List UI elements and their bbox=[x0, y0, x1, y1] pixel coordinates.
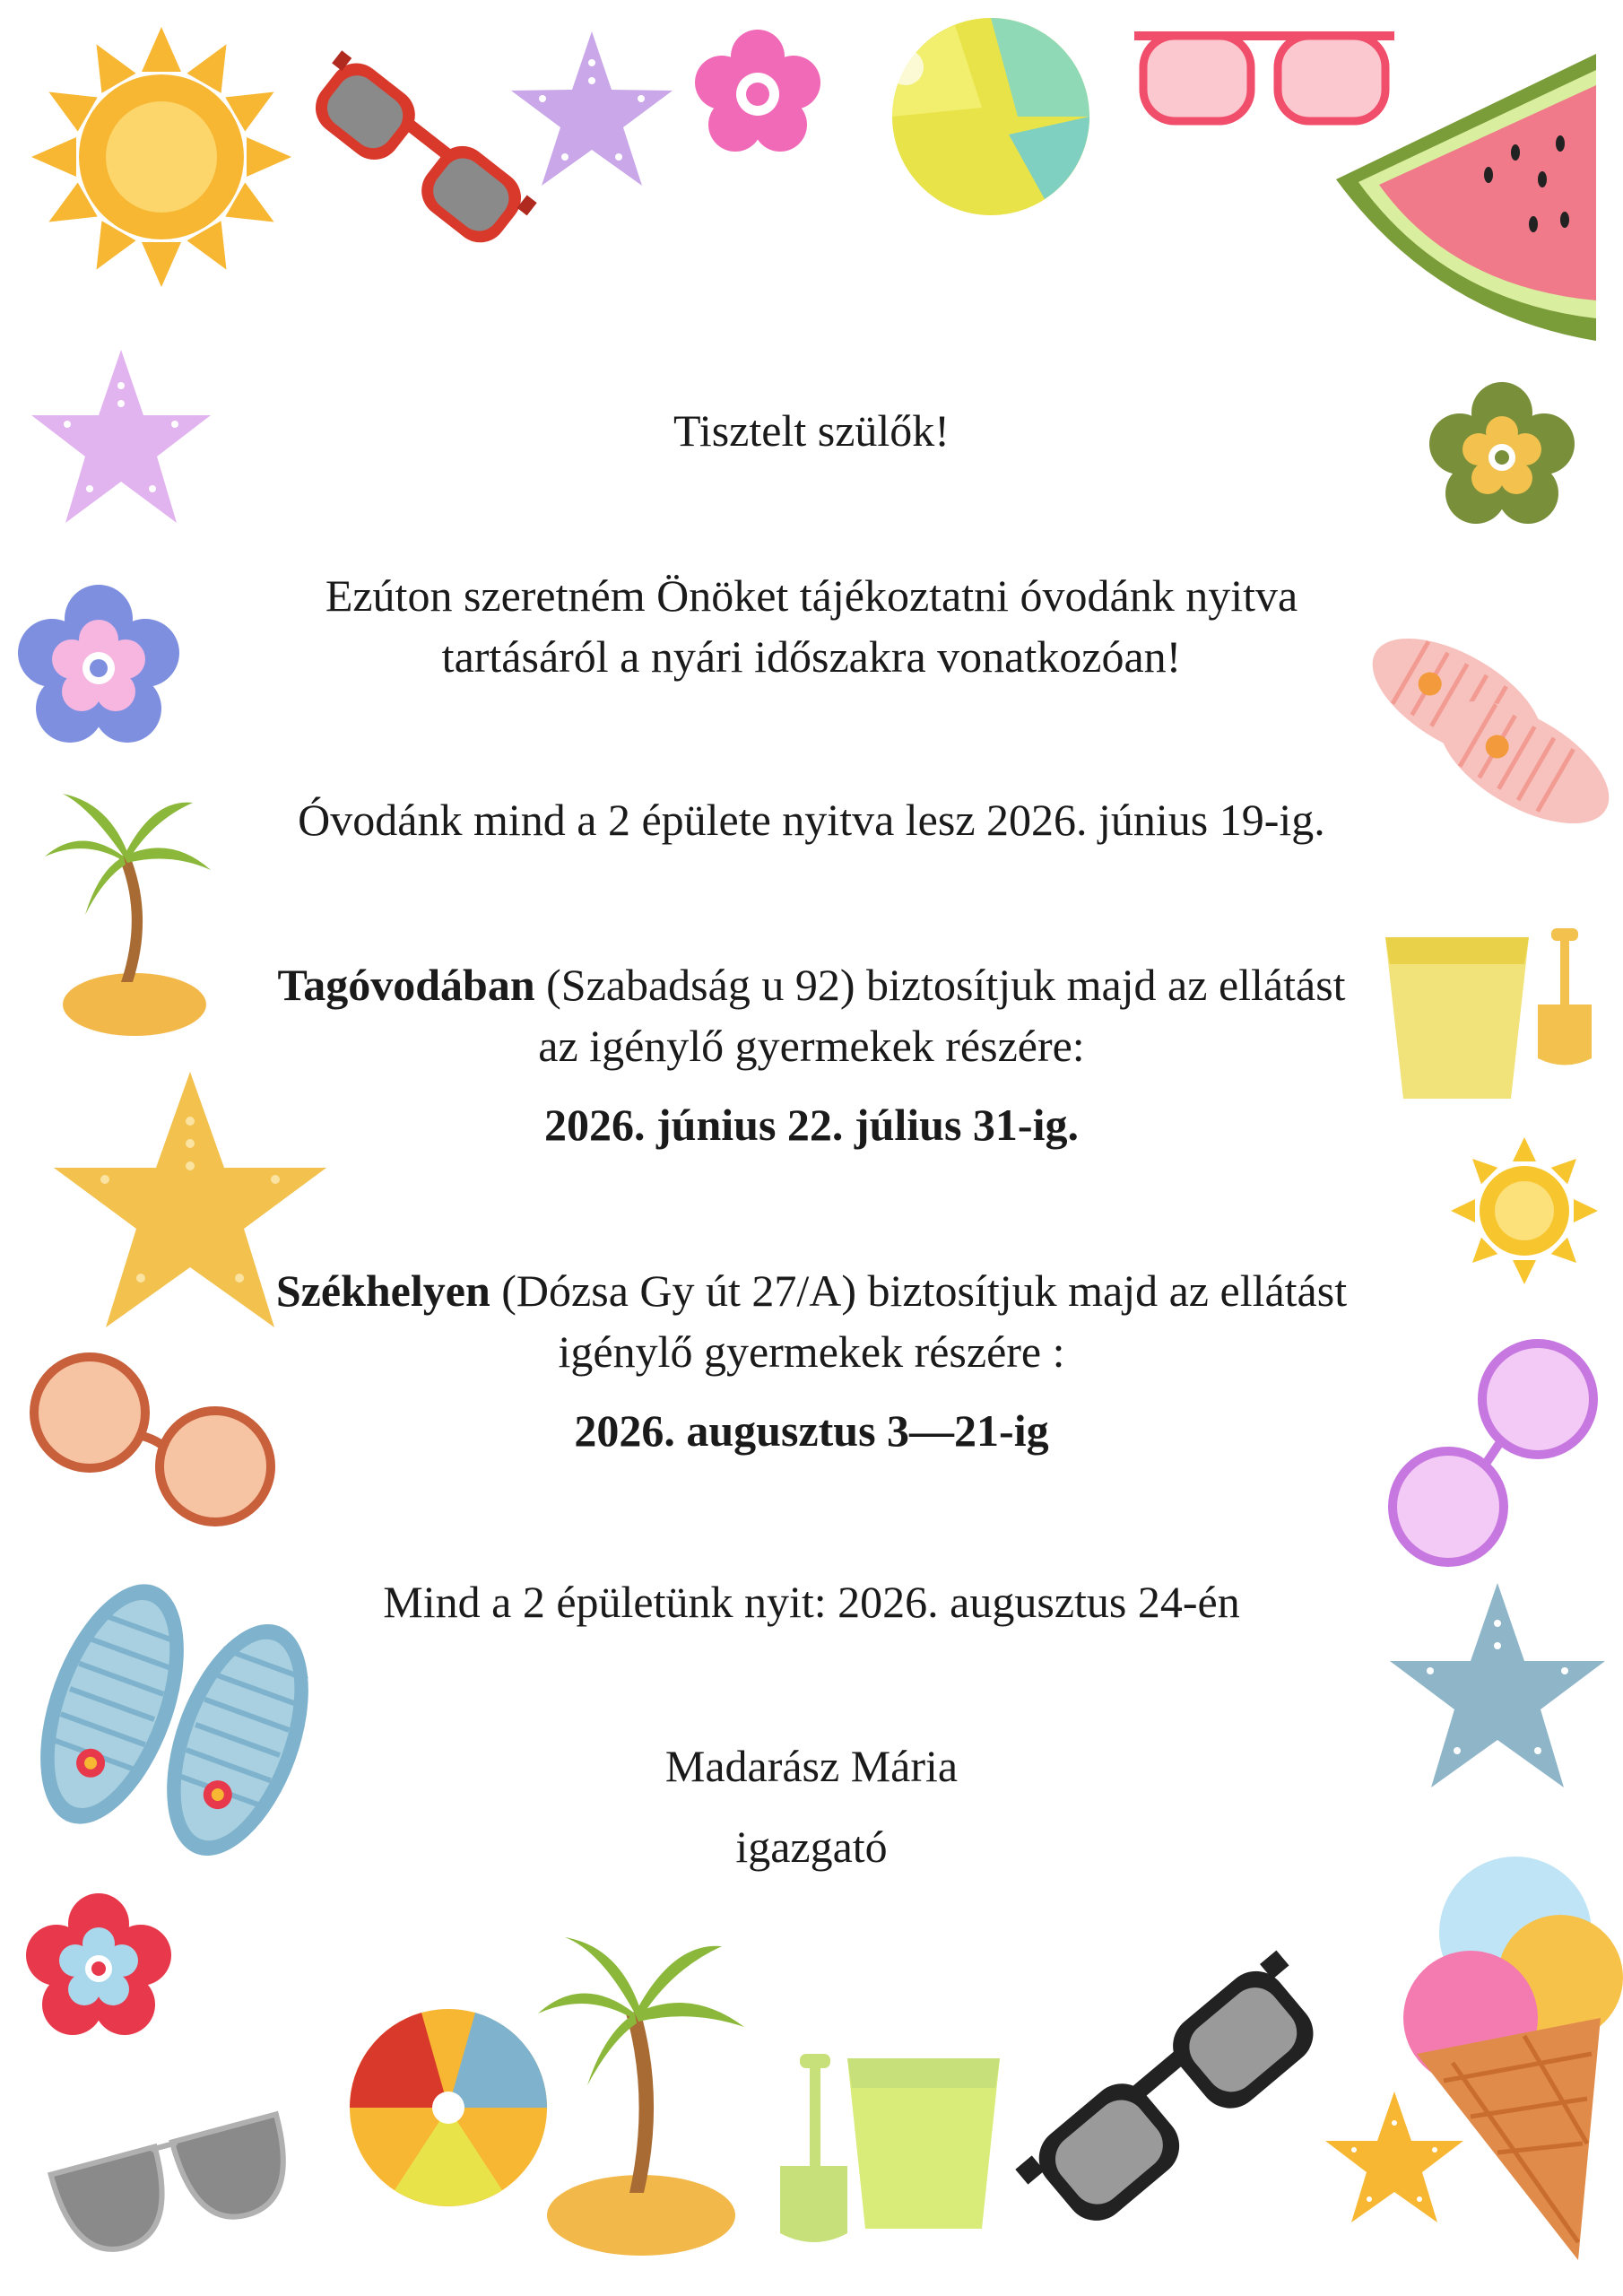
branch-dates: 2026. június 22. július 31-ig. bbox=[544, 1100, 1079, 1150]
starfish-icon bbox=[1385, 1578, 1610, 1812]
branch-line-1 bbox=[206, 954, 1417, 1015]
greeting: Tisztelt szülők! bbox=[673, 405, 950, 456]
flower-icon bbox=[1426, 381, 1578, 534]
sun-icon bbox=[27, 22, 296, 291]
flower-icon bbox=[13, 583, 184, 753]
sunglasses-icon bbox=[36, 2081, 305, 2260]
branch-address-text: (Szabadság u 92) biztosítjuk majd az ellátást bbox=[534, 960, 1346, 1010]
seat-line-2: igénylő gyermekek részére : bbox=[558, 1326, 1065, 1377]
open-both-notice: Óvodánk mind a 2 épülete nyitva lesz 2026. június 19-ig. bbox=[298, 795, 1325, 845]
beach-ball-icon bbox=[345, 2005, 551, 2211]
shovel-icon bbox=[1515, 928, 1605, 1072]
flower-icon bbox=[22, 1892, 175, 2045]
seat-name: Székhelyen bbox=[275, 1265, 490, 1316]
bucket-icon bbox=[843, 2045, 1004, 2233]
flower-icon bbox=[690, 27, 825, 161]
signature-name: Madarász Mária bbox=[664, 1741, 959, 1791]
watermelon-icon bbox=[1327, 45, 1614, 341]
branch-line-2: az igénylő gyermekek részére: bbox=[538, 1021, 1085, 1071]
ice-cream-icon bbox=[1399, 1848, 1619, 2269]
signature bbox=[206, 1735, 1417, 1877]
palm-tree-icon bbox=[529, 1928, 753, 2260]
starfish-icon bbox=[502, 27, 681, 206]
seat-dates: 2026. augusztus 3—21-ig bbox=[574, 1405, 1049, 1456]
seat-section bbox=[206, 1260, 1417, 1461]
sunglasses-icon bbox=[1004, 1928, 1345, 2260]
reopen-notice: Mind a 2 épületünk nyit: 2026. augusztus 24-én bbox=[383, 1577, 1240, 1627]
beach-ball-icon bbox=[888, 13, 1094, 220]
intro-line-2: tartásáról a nyári időszakra vonatkozóan! bbox=[441, 631, 1182, 682]
signature-title: igazgató bbox=[735, 1822, 888, 1872]
seat-line-1 bbox=[206, 1260, 1417, 1321]
palm-tree-icon bbox=[36, 789, 215, 1040]
intro-paragraph bbox=[206, 565, 1417, 687]
branch-name: Tagóvodában bbox=[277, 960, 535, 1010]
branch-section bbox=[206, 954, 1417, 1155]
seat-address-text: (Dózsa Gy út 27/A) biztosítjuk majd az ellátást bbox=[490, 1265, 1348, 1316]
intro-line-1: Ezúton szeretném Önöket tájékoztatni óvodánk nyitva bbox=[325, 570, 1298, 621]
starfish-icon bbox=[27, 345, 215, 543]
sun-icon bbox=[1448, 1135, 1601, 1287]
